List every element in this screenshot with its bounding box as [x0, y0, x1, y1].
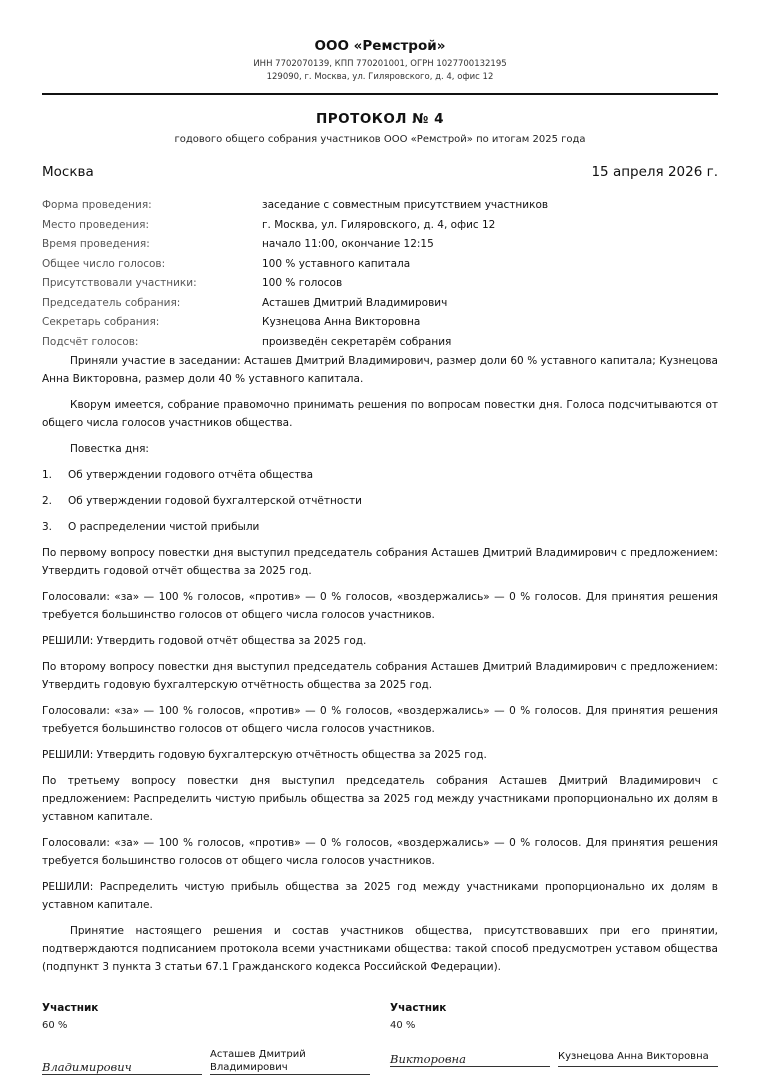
agenda-text: Об утверждении годового отчёта общества — [68, 469, 314, 481]
detail-value: 100 % голосов — [262, 277, 343, 289]
signature-share: 60 % — [42, 1020, 68, 1031]
detail-row-form — [42, 196, 718, 216]
participants-paragraph: Приняли участие в заседании: Асташев Дмитрий Владимирович, размер доли 60 % уставного капитала; Кузнецова Анна Викторовна, размер доли 40 % уставного капитала. — [42, 355, 718, 385]
document-title: ПРОТОКОЛ № 4 — [315, 111, 445, 127]
meeting-date: 15 апреля 2026 г. — [591, 164, 718, 180]
agenda-text: О распределении чистой прибыли — [68, 521, 260, 533]
agenda-item — [42, 466, 718, 484]
agenda-item — [42, 518, 718, 536]
company-name: ООО «Ремстрой» — [314, 38, 446, 54]
document-subtitle: годового общего собрания участников ООО «Ремстрой» по итогам 2025 года — [174, 134, 586, 145]
header-divider — [42, 93, 718, 95]
company-requisites: ИНН 7702070139, КПП 770201001, ОГРН 1027700132195 — [253, 59, 507, 69]
agenda-number: 3. — [42, 521, 53, 533]
detail-value: Кузнецова Анна Викторовна — [262, 316, 421, 328]
question-1-vote: Голосовали: «за» — 100 % голосов, «против» — 0 % голосов, «воздержались» — 0 % голосов. Для принятия решения требуется большинство голосов от общего числа голосов участников. — [42, 591, 718, 621]
agenda-text: Об утверждении годовой бухгалтерской отчётности — [68, 495, 362, 507]
question-3-vote: Голосовали: «за» — 100 % голосов, «против» — 0 % голосов, «воздержались» — 0 % голосов. Для принятия решения требуется большинство голосов от общего числа голосов участников. — [42, 837, 718, 867]
company-address: 129090, г. Москва, ул. Гиляровского, д. 4, офис 12 — [266, 72, 494, 82]
name-line — [210, 1074, 370, 1075]
signature-block-participant-1 — [42, 1002, 370, 1074]
name-line — [558, 1066, 718, 1067]
protocol-body — [42, 352, 718, 984]
detail-label: Общее число голосов: — [42, 257, 166, 270]
detail-label: Время проведения: — [42, 238, 150, 250]
detail-row-chairman — [42, 294, 718, 314]
quorum-paragraph: Кворум имеется, собрание правомочно принимать решения по вопросам повестки дня. Голоса подсчитываются от общего числа голосов участников общества. — [42, 399, 718, 429]
question-1-decision: РЕШИЛИ: Утвердить годовой отчёт общества за 2025 год. — [42, 635, 367, 647]
detail-row-present — [42, 274, 718, 294]
detail-row-time — [42, 235, 718, 255]
signature-label: Участник — [390, 1002, 447, 1014]
agenda-number: 1. — [42, 469, 53, 481]
question-3-decision: РЕШИЛИ: Распределить чистую прибыль общества за 2025 год между участниками пропорционально их долям в уставном капитале. — [42, 881, 718, 911]
detail-row-secretary — [42, 313, 718, 333]
signature-label: Участник — [42, 1002, 99, 1014]
meeting-city: Москва — [42, 164, 94, 180]
detail-row-total-votes — [42, 255, 718, 275]
agenda-item — [42, 492, 718, 510]
detail-label: Председатель собрания: — [42, 296, 181, 309]
detail-label: Подсчёт голосов: — [42, 335, 139, 348]
question-1-speech: По первому вопросу повестки дня выступил председатель собрания Асташев Дмитрий Владимирович с предложением: Утвердить годовой отчёт общества за 2025 год. — [42, 547, 718, 577]
detail-value: 100 % уставного капитала — [262, 257, 411, 270]
detail-value: г. Москва, ул. Гиляровского, д. 4, офис 12 — [262, 218, 496, 231]
detail-value: Асташев Дмитрий Владимирович — [262, 296, 448, 309]
detail-label: Секретарь собрания: — [42, 316, 160, 328]
signature-line — [42, 1074, 202, 1075]
handwritten-signature: Владимирович — [42, 1060, 132, 1074]
question-2-speech: По второму вопросу повестки дня выступил председатель собрания Асташев Дмитрий Владимирович с предложением: Утвердить годовую бухгалтерскую отчётность общества за 2025 год. — [42, 661, 718, 691]
signatory-name: Кузнецова Анна Викторовна — [558, 1051, 709, 1062]
question-2-vote: Голосовали: «за» — 100 % голосов, «против» — 0 % голосов, «воздержались» — 0 % голосов. Для принятия решения требуется большинство голосов от общего числа голосов участников. — [42, 705, 718, 735]
detail-label: Форма проведения: — [42, 199, 152, 211]
confirmation-paragraph: Принятие настоящего решения и состав участников общества, присутствовавших при его принятии, подтверждаются подписанием протокола всеми участниками общества: такой способ предусмотрен уставом общества (подпункт 3 пункта 3 статьи 67.1 Гражданского кодекса Российской Федерации). — [42, 925, 718, 973]
detail-row-vote-count — [42, 333, 718, 353]
meeting-details — [42, 196, 718, 352]
signatory-name: Асташев Дмитрий Владимирович — [210, 1049, 306, 1073]
agenda-title: Повестка дня: — [70, 443, 149, 455]
signature-block-participant-2 — [390, 1002, 718, 1066]
question-3-speech: По третьему вопросу повестки дня выступил председатель собрания Асташев Дмитрий Владимирович с предложением: Распределить чистую прибыль общества за 2025 год между участниками пропорционально их долям в уставном капитале. — [42, 775, 718, 823]
agenda-number: 2. — [42, 495, 53, 507]
question-2-decision: РЕШИЛИ: Утвердить годовую бухгалтерскую отчётность общества за 2025 год. — [42, 749, 487, 761]
detail-label: Место проведения: — [42, 218, 150, 231]
detail-value: начало 11:00, окончание 12:15 — [262, 238, 434, 250]
detail-value: произведён секретарём собрания — [262, 335, 452, 348]
detail-row-place — [42, 216, 718, 236]
signature-share: 40 % — [390, 1020, 416, 1031]
detail-value: заседание с совместным присутствием участников — [262, 199, 549, 211]
detail-label: Присутствовали участники: — [42, 277, 197, 289]
signature-line — [390, 1066, 550, 1067]
handwritten-signature: Викторовна — [390, 1052, 466, 1066]
